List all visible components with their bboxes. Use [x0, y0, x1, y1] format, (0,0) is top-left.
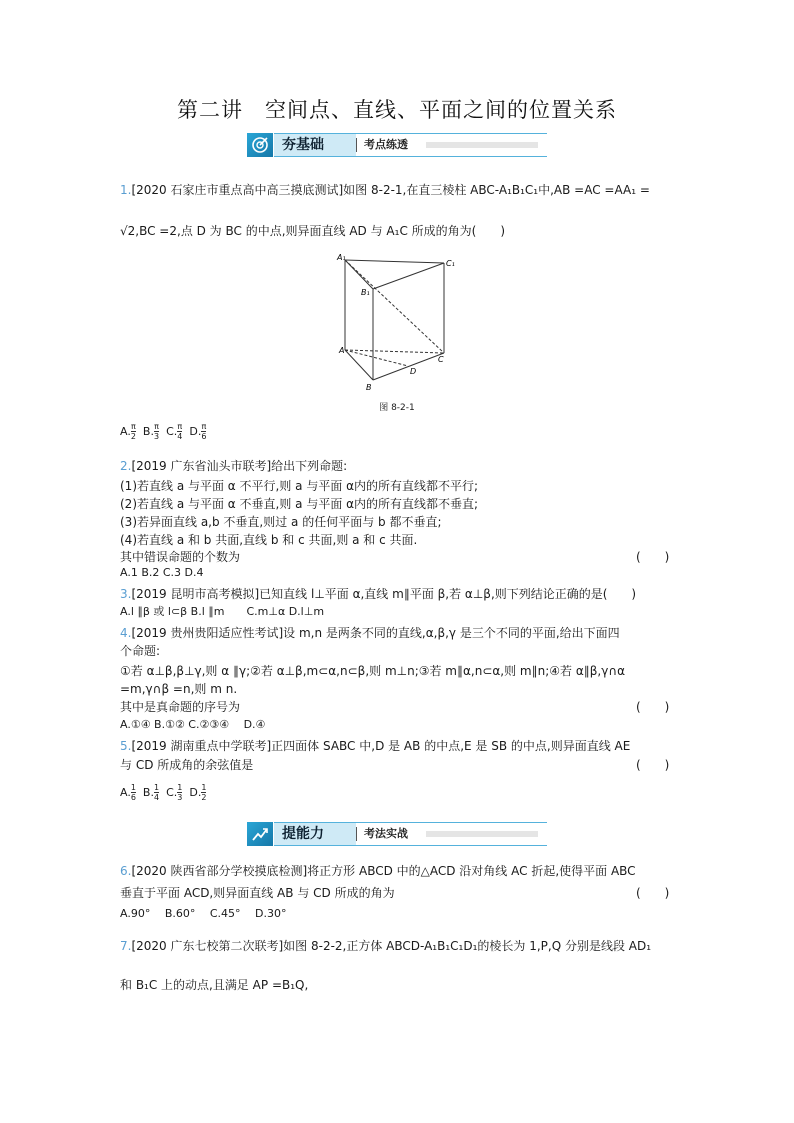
label-D: D	[410, 367, 417, 376]
q2-item-2: (2)若直线 a 与平面 α 不垂直,则 a 与平面 α内的所有直线都不垂直;	[120, 497, 479, 511]
label-C1: C₁	[446, 259, 455, 268]
q1-line1: 1.[2020 石家庄市重点高中高三摸底测试]如图 8-2-1,在直三棱柱 ABC-A₁B₁C₁中,AB =AC =AA₁ =	[120, 183, 650, 197]
answer-blank[interactable]: ( )	[636, 550, 670, 564]
q6-line2: 垂直于平面 ACD,则异面直线 AB 与 CD 所成的角为	[120, 886, 395, 900]
q1-options	[120, 422, 206, 441]
label-B: B	[366, 383, 372, 392]
section-banner-basic	[247, 133, 547, 157]
q2-item-4: (4)若直线 a 和 b 共面,直线 b 和 c 共面,则 a 和 c 共面.	[120, 533, 418, 547]
option-c[interactable]: $C.\frac{1}{3}$	[166, 783, 183, 802]
q5-line1: 5.[2019 湖南重点中学联考]正四面体 SABC 中,D 是 AB 的中点,E 是 SB 的中点,则异面直线 AE	[120, 739, 631, 753]
label-A1: A₁	[337, 253, 346, 262]
q4-options[interactable]: A.①④ B.①② C.②③④ D.④	[120, 718, 266, 731]
q4-ask: 其中是真命题的序号为	[120, 700, 241, 714]
question-number: 7.	[120, 939, 132, 953]
q6-line1: 6.[2020 陕西省部分学校摸底检测]将正方形 ABCD 中的△ACD 沿对角线 AC 折起,使得平面 ABC	[120, 864, 636, 878]
target-icon	[247, 133, 273, 157]
page-title: 第二讲 空间点、直线、平面之间的位置关系	[177, 98, 617, 122]
option-a[interactable]: $A.\frac{1}{6}$	[120, 783, 136, 802]
answer-blank[interactable]: ( )	[636, 700, 670, 714]
q1-line2: √2,BC =2,点 D 为 BC 的中点,则异面直线 AD 与 A₁C 所成的角为( )	[120, 224, 505, 238]
q2-item-1: (1)若直线 a 与平面 α 不平行,则 a 与平面 α内的所有直线都不平行;	[120, 479, 479, 493]
q4-line2: 个命题:	[120, 644, 161, 658]
q5-line2: 与 CD 所成角的余弦值是	[120, 758, 254, 772]
answer-blank[interactable]: ( )	[636, 886, 670, 900]
banner-sub-label: 考法实战	[356, 822, 547, 846]
option-a[interactable]: $A.\frac{\pi}{2}$	[120, 422, 136, 441]
q4-line3: ①若 α⊥β,β⊥γ,则 α ∥γ;②若 α⊥β,m⊂α,n⊂β,则 m⊥n;③若 m∥α,n⊂α,则 m∥n;④若 α∥β,γ∩α	[120, 664, 626, 678]
question-number: 6.	[120, 864, 132, 878]
prism-figure	[335, 252, 460, 392]
chart-growth-icon	[247, 822, 273, 846]
option-b[interactable]: $B.\frac{\pi}{3}$	[142, 422, 160, 441]
q7-line2: 和 B₁C 上的动点,且满足 AP =B₁Q,	[120, 978, 309, 992]
question-number: 1.	[120, 183, 132, 197]
q5-options	[120, 783, 206, 802]
q3-options[interactable]: A.l ∥β 或 l⊂β B.l ∥m C.m⊥α D.l⊥m	[120, 605, 325, 618]
banner-main-label: 提能力	[274, 822, 356, 846]
q4-line1: 4.[2019 贵州贵阳适应性考试]设 m,n 是两条不同的直线,α,β,γ 是三个不同的平面,给出下面四	[120, 626, 620, 640]
q2-options[interactable]: A.1 B.2 C.3 D.4	[120, 566, 204, 579]
figure-caption: 图 8-2-1	[379, 403, 415, 413]
question-number: 5.	[120, 739, 132, 753]
section-banner-advanced	[247, 822, 547, 846]
question-number: 2.	[120, 459, 132, 473]
q3-line1: 3.[2019 昆明市高考模拟]已知直线 l⊥平面 α,直线 m∥平面 β,若 α⊥β,则下列结论正确的是( )	[120, 587, 637, 601]
q2-head: 2.[2019 广东省汕头市联考]给出下列命题:	[120, 459, 348, 473]
banner-sub-label: 考点练透	[356, 133, 547, 157]
answer-blank[interactable]: ( )	[636, 758, 670, 772]
label-B1: B₁	[361, 288, 370, 297]
question-number: 4.	[120, 626, 132, 640]
option-c[interactable]: $C.\frac{\pi}{4}$	[166, 422, 183, 441]
question-number: 3.	[120, 587, 132, 601]
q2-item-3: (3)若异面直线 a,b 不垂直,则过 a 的任何平面与 b 都不垂直;	[120, 515, 442, 529]
q2-ask: 其中错误命题的个数为	[120, 550, 241, 564]
banner-main-label: 夯基础	[274, 133, 356, 157]
label-C: C	[438, 355, 444, 364]
q4-line4: =m,γ∩β =n,则 m n.	[120, 682, 238, 696]
label-A: A	[339, 346, 345, 355]
option-b[interactable]: $B.\frac{1}{4}$	[142, 783, 160, 802]
option-d[interactable]: $D.\frac{\pi}{6}$	[189, 422, 207, 441]
q7-line1: 7.[2020 广东七校第二次联考]如图 8-2-2,正方体 ABCD-A₁B₁C₁D₁的棱长为 1,P,Q 分别是线段 AD₁	[120, 939, 652, 953]
q6-options[interactable]: A.90° B.60° C.45° D.30°	[120, 907, 287, 920]
option-d[interactable]: $D.\frac{1}{2}$	[189, 783, 207, 802]
